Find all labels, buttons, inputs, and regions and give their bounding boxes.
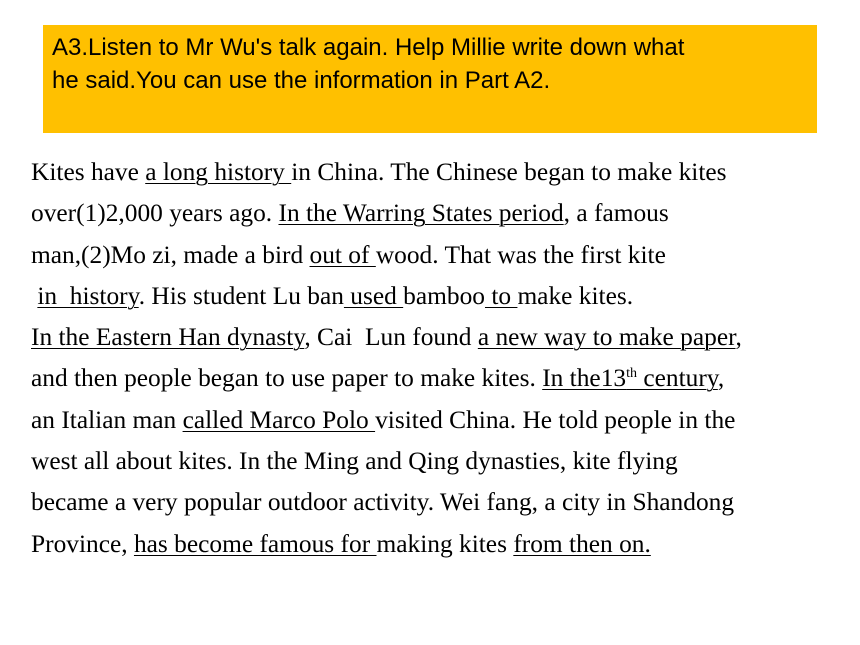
- underlined-text: In the13: [542, 364, 627, 393]
- plain-text: west all about kites. In the Ming and Qing dynasties, kite flying: [31, 447, 678, 476]
- answer-blank: In the Eastern Han dynasty: [31, 323, 305, 352]
- passage-text: [31, 152, 846, 565]
- plain-text: , a famous: [563, 199, 669, 228]
- passage-line-1: [31, 152, 846, 193]
- plain-text: Kites have: [31, 158, 146, 186]
- plain-text: became a very popular outdoor activity. Wei fang, a city in Shandong: [31, 488, 735, 517]
- instruction-banner: [43, 25, 817, 133]
- plain-text: ,: [735, 323, 742, 352]
- plain-text: ,: [717, 364, 725, 393]
- ordinal-suffix: th: [626, 366, 637, 382]
- instruction-line-1: A3.Listen to Mr Wu's talk again. Help Millie write down what: [52, 34, 685, 61]
- answer-blank: a long history: [145, 158, 292, 186]
- answer-blank: a new way to make paper: [477, 323, 736, 352]
- answer-blank: has become famous for: [133, 529, 377, 558]
- passage-line-3: [31, 235, 846, 276]
- passage-line-7: [31, 400, 846, 441]
- plain-text: bamboo: [403, 281, 485, 310]
- plain-text: over(1)2,000 years ago.: [31, 199, 279, 228]
- answer-blank: in history: [37, 281, 139, 310]
- answer-blank: to: [484, 281, 518, 310]
- plain-text: man,(2)Mo zi, made a bird: [31, 240, 310, 269]
- plain-text: and then people began to use paper to make kites.: [31, 364, 543, 393]
- plain-text: visited China. He told people in the: [375, 405, 736, 434]
- plain-text: wood. That was the first kite: [375, 240, 666, 269]
- plain-text: making kites: [376, 529, 514, 558]
- passage-line-8: [31, 441, 846, 482]
- underlined-text: century: [637, 364, 718, 393]
- passage-line-4: [31, 276, 846, 317]
- plain-text: in China. The Chinese began to make kites: [291, 158, 727, 186]
- answer-blank: called Marco Polo: [182, 405, 376, 434]
- plain-text: , Cai Lun found: [304, 323, 478, 352]
- answer-blank: used: [343, 281, 404, 310]
- answer-blank: In the Warring States period: [278, 199, 564, 228]
- answer-blank: [542, 364, 718, 392]
- plain-text: an Italian man: [31, 405, 183, 434]
- plain-text: Province,: [31, 529, 134, 558]
- passage-line-5: [31, 317, 846, 358]
- passage-line-10: [31, 524, 846, 565]
- passage-line-9: [31, 482, 846, 523]
- instruction-line-2: he said.You can use the information in Part A2.: [52, 67, 551, 94]
- passage-line-6: [31, 358, 846, 399]
- plain-text: make kites.: [517, 281, 634, 310]
- answer-blank: out of: [309, 240, 376, 269]
- passage-line-2: [31, 193, 846, 234]
- plain-text: . His student Lu ban: [138, 281, 344, 310]
- answer-blank: from then on.: [513, 529, 651, 558]
